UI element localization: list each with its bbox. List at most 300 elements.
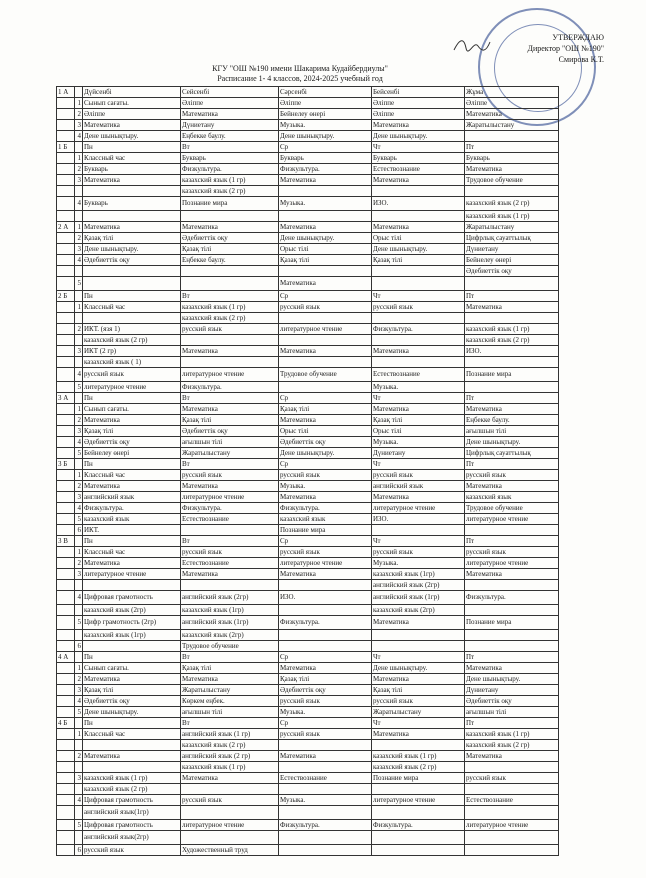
subject-cell: Цифровая грамотность bbox=[83, 820, 181, 831]
subject-cell: Әдебиеттік оқу bbox=[83, 696, 181, 707]
class-cell bbox=[57, 415, 75, 426]
subject-cell: Букварь bbox=[279, 153, 372, 164]
subject-cell: Әліппе bbox=[372, 109, 465, 120]
class-cell bbox=[57, 120, 75, 131]
subject-cell: Вт bbox=[181, 652, 279, 663]
subject-cell: Естествознание bbox=[465, 795, 559, 806]
lesson-number-cell: 3 bbox=[75, 244, 83, 255]
table-row bbox=[57, 313, 559, 324]
subject-cell bbox=[181, 831, 279, 845]
lesson-number-cell: 5 bbox=[75, 514, 83, 525]
subject-cell: Вт bbox=[181, 718, 279, 729]
subject-cell bbox=[181, 806, 279, 820]
class-cell bbox=[57, 404, 75, 415]
lesson-number-cell: 4 bbox=[75, 591, 83, 605]
subject-cell: Қазақ тілі bbox=[181, 415, 279, 426]
subject-cell: Пт bbox=[465, 718, 559, 729]
table-row bbox=[57, 164, 559, 175]
subject-cell: Пн bbox=[83, 393, 181, 404]
lesson-number-cell bbox=[75, 536, 83, 547]
subject-cell: Математика bbox=[372, 120, 465, 131]
class-cell bbox=[57, 470, 75, 481]
subject-cell: Дене шынықтыру. bbox=[83, 131, 181, 142]
class-cell bbox=[57, 131, 75, 142]
subject-cell: Музыка. bbox=[279, 481, 372, 492]
subject-cell: Жаратылыстану bbox=[181, 685, 279, 696]
subject-cell: литературное чтение bbox=[465, 820, 559, 831]
table-row bbox=[57, 266, 559, 277]
subject-cell: Математика bbox=[279, 175, 372, 186]
lesson-number-cell bbox=[75, 652, 83, 663]
subject-cell bbox=[465, 382, 559, 393]
subject-cell: Букварь bbox=[83, 197, 181, 211]
class-cell: 3 А bbox=[57, 393, 75, 404]
subject-cell: ИКТ (2 гр) bbox=[83, 346, 181, 357]
subject-cell: Пт bbox=[465, 291, 559, 302]
subject-cell bbox=[372, 630, 465, 641]
subject-cell: Математика bbox=[83, 481, 181, 492]
subject-cell bbox=[83, 186, 181, 197]
class-cell bbox=[57, 197, 75, 211]
subject-cell: казахский язык (1гр) bbox=[372, 569, 465, 580]
subject-cell: Букварь bbox=[83, 164, 181, 175]
subject-cell: русский язык bbox=[181, 547, 279, 558]
lesson-number-cell: 4 bbox=[75, 503, 83, 514]
subject-cell: Дене шынықтыру. bbox=[372, 131, 465, 142]
lesson-number-cell: 3 bbox=[75, 426, 83, 437]
subject-cell: Сынып сағаты. bbox=[83, 404, 181, 415]
subject-cell bbox=[465, 605, 559, 616]
subject-cell bbox=[279, 357, 372, 368]
table-row bbox=[57, 674, 559, 685]
subject-cell: казахский язык (2гр) bbox=[83, 605, 181, 616]
subject-cell: Цифрлық сауаттылық bbox=[465, 233, 559, 244]
lesson-number-cell: 4 bbox=[75, 437, 83, 448]
subject-cell: Математика bbox=[279, 415, 372, 426]
subject-cell: Математика bbox=[279, 663, 372, 674]
subject-cell: Жаратылыстану bbox=[465, 120, 559, 131]
table-row bbox=[57, 335, 559, 346]
subject-cell: Музыка. bbox=[372, 437, 465, 448]
subject-cell: казахский язык (2 гр) bbox=[181, 740, 279, 751]
table-row bbox=[57, 514, 559, 525]
subject-cell bbox=[465, 313, 559, 324]
subject-cell: Познание мира bbox=[279, 525, 372, 536]
lesson-number-cell bbox=[75, 784, 83, 795]
subject-cell: Математика bbox=[181, 404, 279, 415]
class-cell bbox=[57, 186, 75, 197]
subject-cell: литературное чтение bbox=[181, 368, 279, 382]
subject-cell: Пн bbox=[83, 652, 181, 663]
lesson-number-cell bbox=[75, 87, 83, 98]
class-cell bbox=[57, 558, 75, 569]
table-row bbox=[57, 233, 559, 244]
table-row bbox=[57, 569, 559, 580]
subject-cell: Классный час bbox=[83, 729, 181, 740]
lesson-number-cell: 6 bbox=[75, 525, 83, 536]
subject-cell: русский язык bbox=[372, 696, 465, 707]
table-row bbox=[57, 255, 559, 266]
subject-cell: Қазақ тілі bbox=[279, 674, 372, 685]
subject-cell: казахский язык (1 гр) bbox=[465, 729, 559, 740]
subject-cell: Дене шынықтыру. bbox=[372, 663, 465, 674]
subject-cell: Дене шынықтыру. bbox=[279, 448, 372, 459]
subject-cell: казахский язык bbox=[465, 492, 559, 503]
subject-cell bbox=[465, 845, 559, 856]
table-row bbox=[57, 685, 559, 696]
table-row bbox=[57, 616, 559, 630]
subject-cell: Еңбекке баулу. bbox=[181, 131, 279, 142]
class-cell bbox=[57, 831, 75, 845]
class-cell bbox=[57, 346, 75, 357]
table-row bbox=[57, 845, 559, 856]
class-cell bbox=[57, 762, 75, 773]
subject-cell: русский язык bbox=[279, 547, 372, 558]
subject-cell: Чт bbox=[372, 718, 465, 729]
subject-cell: Классный час bbox=[83, 547, 181, 558]
subject-cell: казахский язык (2 гр) bbox=[372, 762, 465, 773]
class-cell bbox=[57, 630, 75, 641]
subject-cell: Математика bbox=[372, 674, 465, 685]
subject-cell: Чт bbox=[372, 536, 465, 547]
class-cell bbox=[57, 503, 75, 514]
lesson-number-cell: 5 bbox=[75, 820, 83, 831]
class-cell bbox=[57, 591, 75, 605]
subject-cell: ИЗО. bbox=[372, 197, 465, 211]
subject-cell: Естествознание bbox=[279, 773, 372, 784]
subject-cell bbox=[279, 762, 372, 773]
schedule-body bbox=[57, 87, 559, 856]
subject-cell bbox=[465, 131, 559, 142]
subject-cell: казахский язык (1 гр) bbox=[465, 211, 559, 222]
subject-cell: казахский язык (1 гр) bbox=[372, 751, 465, 762]
subject-cell bbox=[465, 784, 559, 795]
lesson-number-cell: 1 bbox=[75, 663, 83, 674]
subject-cell bbox=[83, 277, 181, 291]
lesson-number-cell: 3 bbox=[75, 492, 83, 503]
subject-cell: Ср bbox=[279, 393, 372, 404]
subject-cell: Қазақ тілі bbox=[372, 415, 465, 426]
lesson-number-cell bbox=[75, 211, 83, 222]
subject-cell: казахский язык (2 гр) bbox=[181, 313, 279, 324]
table-row bbox=[57, 197, 559, 211]
table-row bbox=[57, 492, 559, 503]
subject-cell bbox=[279, 740, 372, 751]
subject-cell: литературное чтение bbox=[83, 569, 181, 580]
subject-cell: казахский язык (2гр) bbox=[181, 630, 279, 641]
subject-cell: казахский язык (1гр) bbox=[181, 605, 279, 616]
schedule-table bbox=[56, 86, 559, 856]
subject-cell: Жұма bbox=[465, 87, 559, 98]
subject-cell: литературное чтение bbox=[181, 820, 279, 831]
table-row bbox=[57, 291, 559, 302]
class-cell bbox=[57, 580, 75, 591]
subject-cell bbox=[181, 357, 279, 368]
table-row bbox=[57, 580, 559, 591]
subject-cell: Математика bbox=[83, 415, 181, 426]
subject-cell: казахский язык (2 гр) bbox=[181, 186, 279, 197]
table-row bbox=[57, 751, 559, 762]
subject-cell: ағылшын тілі bbox=[465, 707, 559, 718]
subject-cell: Дене шынықтыру. bbox=[279, 233, 372, 244]
subject-cell: Математика bbox=[279, 277, 372, 291]
lesson-number-cell: 2 bbox=[75, 558, 83, 569]
class-cell bbox=[57, 685, 75, 696]
class-cell bbox=[57, 492, 75, 503]
subject-cell: Вт bbox=[181, 459, 279, 470]
subject-cell: ИЗО. bbox=[372, 514, 465, 525]
lesson-number-cell: 3 bbox=[75, 773, 83, 784]
class-cell bbox=[57, 426, 75, 437]
subject-cell bbox=[465, 580, 559, 591]
class-cell bbox=[57, 674, 75, 685]
subject-cell bbox=[83, 211, 181, 222]
class-cell bbox=[57, 244, 75, 255]
lesson-number-cell: 5 bbox=[75, 616, 83, 630]
subject-cell: Қазақ тілі bbox=[181, 244, 279, 255]
subject-cell bbox=[465, 806, 559, 820]
lesson-number-cell bbox=[75, 393, 83, 404]
lesson-number-cell: 2 bbox=[75, 751, 83, 762]
subject-cell: Әдебиеттік оқу bbox=[181, 233, 279, 244]
subject-cell: русский язык bbox=[372, 547, 465, 558]
subject-cell bbox=[279, 186, 372, 197]
lesson-number-cell: 3 bbox=[75, 685, 83, 696]
lesson-number-cell bbox=[75, 291, 83, 302]
subject-cell: Қазақ тілі bbox=[83, 685, 181, 696]
table-row bbox=[57, 131, 559, 142]
subject-cell bbox=[465, 630, 559, 641]
lesson-number-cell: 1 bbox=[75, 547, 83, 558]
subject-cell: Математика bbox=[83, 175, 181, 186]
subject-cell: английский язык bbox=[372, 481, 465, 492]
subject-cell: Математика bbox=[372, 404, 465, 415]
subject-cell: казахский язык (2 гр) bbox=[465, 740, 559, 751]
subject-cell bbox=[372, 186, 465, 197]
subject-cell bbox=[279, 845, 372, 856]
subject-cell: казахский язык (2 гр) bbox=[83, 335, 181, 346]
subject-cell bbox=[279, 806, 372, 820]
subject-cell: русский язык bbox=[181, 795, 279, 806]
subject-cell: казахский язык bbox=[83, 514, 181, 525]
subject-cell bbox=[372, 211, 465, 222]
class-cell bbox=[57, 109, 75, 120]
subject-cell: Әдебиеттік оқу bbox=[465, 266, 559, 277]
subject-cell: Дене шынықтыру. bbox=[465, 437, 559, 448]
table-row bbox=[57, 175, 559, 186]
subject-cell: Музыка. bbox=[279, 707, 372, 718]
subject-cell: Чт bbox=[372, 142, 465, 153]
subject-cell: казахский язык ( 1) bbox=[83, 357, 181, 368]
subject-cell: Еңбекке баулу. bbox=[181, 255, 279, 266]
lesson-number-cell bbox=[75, 605, 83, 616]
subject-cell: Жаратылыстану bbox=[465, 222, 559, 233]
subject-cell: Әліппе bbox=[465, 98, 559, 109]
subject-cell: Естествознание bbox=[372, 164, 465, 175]
subject-cell: казахский язык (1гр) bbox=[83, 630, 181, 641]
subject-cell: Қазақ тілі bbox=[279, 404, 372, 415]
lesson-number-cell: 2 bbox=[75, 481, 83, 492]
lesson-number-cell: 5 bbox=[75, 382, 83, 393]
subject-cell bbox=[372, 740, 465, 751]
subject-cell: Вт bbox=[181, 291, 279, 302]
subject-cell: Физкультура. bbox=[181, 164, 279, 175]
subject-cell: Математика bbox=[181, 481, 279, 492]
class-cell: 3 Б bbox=[57, 459, 75, 470]
lesson-number-cell: 5 bbox=[75, 707, 83, 718]
subject-cell: ағылшын тілі bbox=[181, 707, 279, 718]
class-cell bbox=[57, 175, 75, 186]
lesson-number-cell: 1 bbox=[75, 729, 83, 740]
subject-cell bbox=[465, 186, 559, 197]
subject-cell: Пн bbox=[83, 459, 181, 470]
table-row bbox=[57, 382, 559, 393]
table-row bbox=[57, 762, 559, 773]
lesson-number-cell: 2 bbox=[75, 324, 83, 335]
subject-cell: английский язык (1гр) bbox=[372, 591, 465, 605]
subject-cell: литературное чтение bbox=[279, 324, 372, 335]
subject-cell bbox=[279, 313, 372, 324]
class-cell bbox=[57, 164, 75, 175]
table-row bbox=[57, 437, 559, 448]
subject-cell bbox=[465, 831, 559, 845]
subject-cell: ағылшын тілі bbox=[465, 426, 559, 437]
subject-cell: английский язык (1 гр) bbox=[181, 729, 279, 740]
subject-cell: Әдебиеттік оқу bbox=[279, 685, 372, 696]
subject-cell: Физкультура. bbox=[83, 503, 181, 514]
subject-cell bbox=[372, 335, 465, 346]
subject-cell: русский язык bbox=[279, 729, 372, 740]
table-row bbox=[57, 368, 559, 382]
subject-cell: Көркем еңбек. bbox=[181, 696, 279, 707]
subject-cell: Қазақ тілі bbox=[83, 426, 181, 437]
class-cell bbox=[57, 266, 75, 277]
lesson-number-cell: 2 bbox=[75, 415, 83, 426]
subject-cell: Физкультура. bbox=[372, 820, 465, 831]
subject-cell: Дене шынықтыру. bbox=[465, 674, 559, 685]
subject-cell: Физкультура. bbox=[465, 591, 559, 605]
document-heading bbox=[100, 64, 500, 84]
table-row bbox=[57, 459, 559, 470]
class-cell bbox=[57, 663, 75, 674]
table-row bbox=[57, 795, 559, 806]
subject-cell: Әдебиеттік оқу bbox=[83, 437, 181, 448]
subject-cell: Бейсенбі bbox=[372, 87, 465, 98]
lesson-number-cell bbox=[75, 718, 83, 729]
subject-cell: русский язык bbox=[83, 368, 181, 382]
class-cell: 2 Б bbox=[57, 291, 75, 302]
lesson-number-cell: 4 bbox=[75, 795, 83, 806]
subject-cell: Букварь bbox=[181, 153, 279, 164]
lesson-number-cell: 1 bbox=[75, 153, 83, 164]
subject-cell: Математика bbox=[279, 346, 372, 357]
subject-cell: Пт bbox=[465, 459, 559, 470]
class-cell bbox=[57, 820, 75, 831]
subject-cell: Математика bbox=[83, 120, 181, 131]
subject-cell: Пн bbox=[83, 291, 181, 302]
subject-cell: Чт bbox=[372, 459, 465, 470]
subject-cell: Физкультура. bbox=[279, 616, 372, 630]
subject-cell: литературное чтение bbox=[465, 514, 559, 525]
subject-cell: Пн bbox=[83, 536, 181, 547]
subject-cell: русский язык bbox=[279, 470, 372, 481]
class-cell bbox=[57, 211, 75, 222]
subject-cell: Физкультура. bbox=[181, 503, 279, 514]
subject-cell: Вт bbox=[181, 142, 279, 153]
class-cell bbox=[57, 605, 75, 616]
subject-cell: Орыс тілі bbox=[279, 244, 372, 255]
subject-cell: Бейнелеу өнері bbox=[279, 109, 372, 120]
table-row bbox=[57, 831, 559, 845]
subject-cell bbox=[83, 641, 181, 652]
subject-cell: Орыс тілі bbox=[372, 233, 465, 244]
table-row bbox=[57, 346, 559, 357]
subject-cell: английский язык (1гр) bbox=[181, 616, 279, 630]
subject-cell: Трудовое обучение bbox=[279, 368, 372, 382]
subject-cell bbox=[372, 641, 465, 652]
class-cell bbox=[57, 255, 75, 266]
table-row bbox=[57, 324, 559, 335]
subject-cell: Сәрсенбі bbox=[279, 87, 372, 98]
table-row bbox=[57, 222, 559, 233]
lesson-number-cell: 2 bbox=[75, 233, 83, 244]
class-cell bbox=[57, 233, 75, 244]
subject-cell: Дене шынықтыру. bbox=[279, 131, 372, 142]
subject-cell: Математика bbox=[465, 109, 559, 120]
subject-cell: Еңбекке баулу. bbox=[465, 415, 559, 426]
class-cell bbox=[57, 437, 75, 448]
subject-cell: Дүниетану bbox=[181, 120, 279, 131]
class-cell bbox=[57, 806, 75, 820]
subject-cell: Ср bbox=[279, 652, 372, 663]
subject-cell: Математика bbox=[279, 751, 372, 762]
class-cell bbox=[57, 707, 75, 718]
table-row bbox=[57, 277, 559, 291]
table-row bbox=[57, 652, 559, 663]
subject-cell: казахский язык (2 гр) bbox=[465, 197, 559, 211]
subject-cell: английский язык(1гр) bbox=[83, 806, 181, 820]
table-row bbox=[57, 120, 559, 131]
subject-cell: Физкультура. bbox=[372, 324, 465, 335]
subject-cell: Математика bbox=[465, 663, 559, 674]
subject-cell: Математика bbox=[83, 558, 181, 569]
subject-cell: Әдебиеттік оқу bbox=[181, 426, 279, 437]
subject-cell bbox=[83, 580, 181, 591]
class-cell bbox=[57, 368, 75, 382]
subject-cell: Ср bbox=[279, 718, 372, 729]
approval-block bbox=[484, 32, 604, 65]
subject-cell: Математика bbox=[181, 569, 279, 580]
class-cell bbox=[57, 696, 75, 707]
class-cell bbox=[57, 795, 75, 806]
subject-cell: Вт bbox=[181, 393, 279, 404]
subject-cell: Познание мира bbox=[181, 197, 279, 211]
class-cell bbox=[57, 382, 75, 393]
subject-cell bbox=[372, 313, 465, 324]
class-cell bbox=[57, 525, 75, 536]
subject-cell: русский язык bbox=[465, 547, 559, 558]
subject-cell: русский язык bbox=[181, 324, 279, 335]
table-row bbox=[57, 98, 559, 109]
subject-cell: Математика bbox=[465, 302, 559, 313]
subject-cell bbox=[279, 211, 372, 222]
subject-cell bbox=[181, 784, 279, 795]
subject-cell: Қазақ тілі bbox=[372, 255, 465, 266]
table-row bbox=[57, 109, 559, 120]
subject-cell: Ср bbox=[279, 536, 372, 547]
subject-cell: казахский язык (2 гр) bbox=[465, 335, 559, 346]
class-cell bbox=[57, 357, 75, 368]
